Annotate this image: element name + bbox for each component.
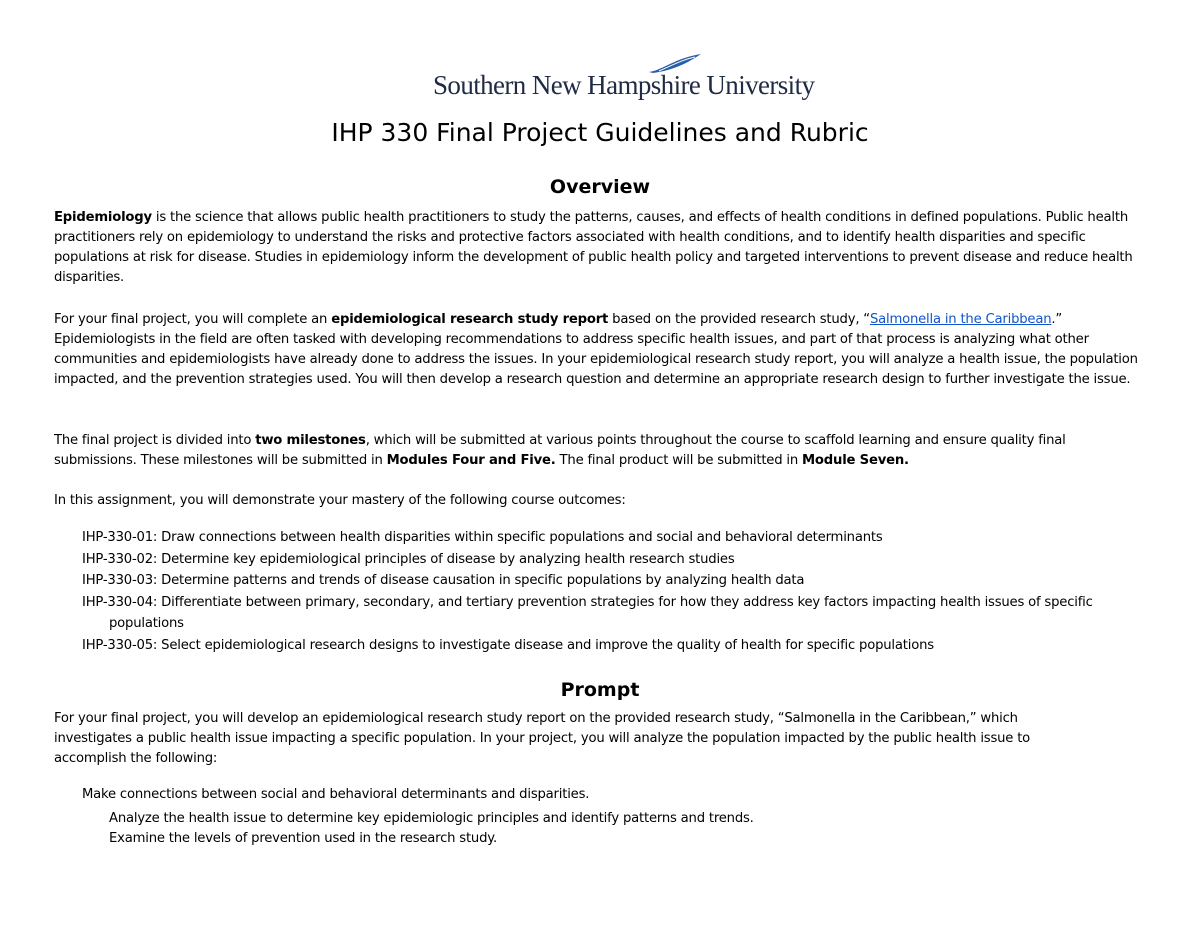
paragraph-text: based on the provided research study, “: [608, 312, 870, 327]
paragraph-text: The final product will be submitted in: [555, 453, 802, 468]
overview-paragraph-1: [54, 208, 1146, 288]
list-item: IHP-330-04: Differentiate between primary, secondary, and tertiary prevention strategies for how they address key factors impacting health issues of specific populations: [82, 594, 1093, 632]
list-item-text: Make connections between social and behavioral determinants and disparities.: [82, 787, 590, 802]
university-name: Southern New Hampshire University: [433, 70, 815, 100]
sub-list: [82, 809, 1142, 850]
list-item: IHP-330-01: Draw connections between health disparities within specific populations and social and behavioral determinants: [82, 530, 883, 545]
overview-heading: Overview: [549, 176, 651, 198]
course-outcomes-list: [82, 527, 1142, 657]
overview-paragraph-4: In this assignment, you will demonstrate your mastery of the following course outcomes:: [54, 493, 626, 508]
prompt-requirements-list: [82, 784, 1142, 850]
salmonella-study-link[interactable]: Salmonella in the Caribbean: [869, 312, 1052, 327]
overview-paragraph-2: [54, 310, 1146, 390]
bold-term: epidemiological research study report: [331, 312, 609, 327]
list-item: Analyze the health issue to determine key epidemiologic principles and identify patterns and trends.: [109, 810, 754, 826]
paragraph-text: The final project is divided into: [54, 433, 256, 448]
paragraph-text: For your final project, you will complete an: [54, 312, 332, 327]
list-item: IHP-330-02: Determine key epidemiological principles of disease by analyzing health research studies: [82, 551, 735, 567]
bold-term: Module Seven.: [801, 453, 909, 468]
paragraph-text: is the science that allows public health practitioners to study the patterns, causes, and effects of health conditions in defined populations. Public health practitioners rely on epidemiology to understand the risks and protective factors associated with health conditions, and to identify health disparities and specific populations at risk for disease. Studies in epidemiology inform the development of public health policy and targeted interventions to prevent disease and reduce health disparities.: [54, 210, 1133, 285]
document-title: IHP 330 Final Project Guidelines and Rubric: [331, 118, 869, 147]
paragraph-text: .” Epidemiologists in the field are often tasked with developing recommendations to address specific health issues, and part of that process is analyzing what other communities and epidemiologists have already done to address the issues. In your epidemiological research study report, you will analyze a health issue, the population impacted, and the prevention strategies used. You will then develop a research question and determine an appropriate research design to further investigate the issue.: [54, 312, 1138, 387]
bold-term: two milestones: [255, 433, 366, 448]
list-item: Examine the levels of prevention used in the research study.: [109, 831, 497, 847]
prompt-paragraph: For your final project, you will develop an epidemiological research study report on the provided research study, “Salmonella in the Caribbean,” which investigates a public health issue impacting a specific population. In your project, you will analyze the population impacted by the public health issue to accomplish the following:: [54, 711, 1031, 766]
bold-term: Modules Four and Five.: [386, 453, 556, 468]
overview-paragraph-3: [54, 431, 1094, 471]
list-item: [82, 784, 1142, 850]
term-epidemiology: Epidemiology: [54, 210, 152, 225]
list-item: IHP-330-03: Determine patterns and trends of disease causation in specific populations by analyzing health data: [82, 573, 805, 589]
university-logo: [433, 52, 815, 104]
prompt-heading: Prompt: [560, 679, 640, 701]
list-item: IHP-330-05: Select epidemiological research designs to investigate disease and improve the quality of health for specific populations: [82, 637, 934, 653]
paragraph-text: , which will be submitted at various points throughout the course to scaffold learning and ensure quality final submissions. These milestones will be submitted in: [54, 433, 1066, 468]
